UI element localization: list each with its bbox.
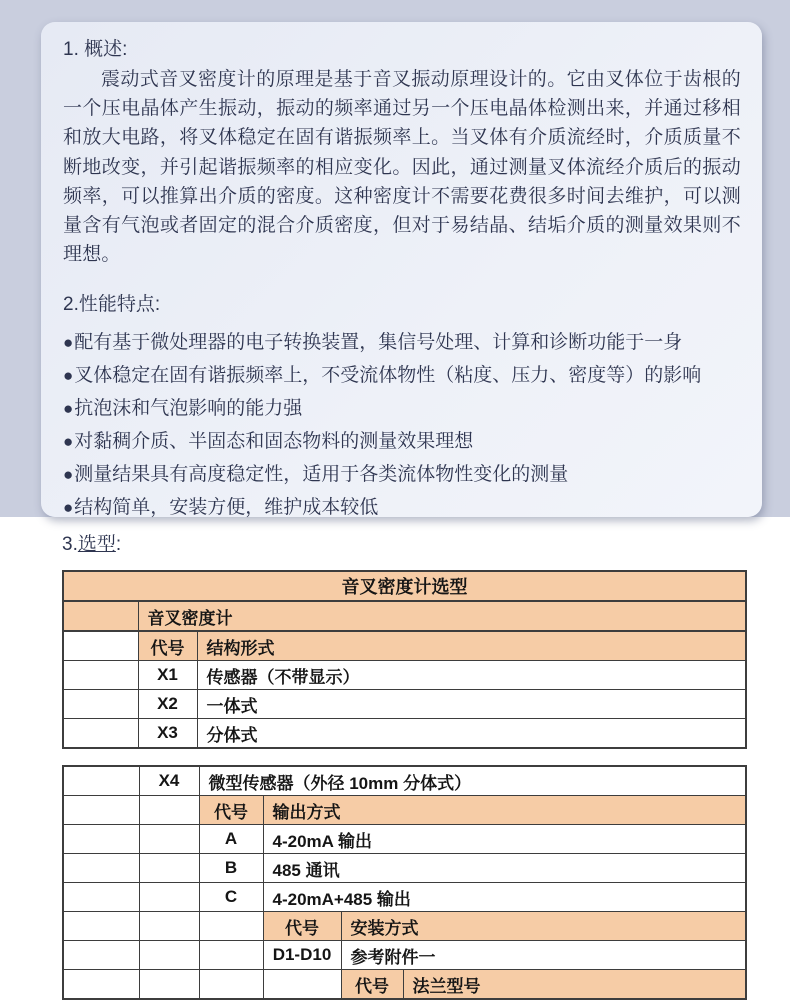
section3-colon: : bbox=[115, 534, 122, 555]
group-label-cell: 音叉密度计 bbox=[138, 601, 746, 631]
overview-paragraph: 震动式音叉密度计的原理是基于音叉振动原理设计的。它由叉体位于齿根的一个压电晶体产生振动，振动的频率通过另一个压电晶体检测出来，并通过移相和放大电路，将叉体稳定在固有谐振频率上。当叉体有介质流经时，介质质量不断地改变，并引起谐振频率的相应变化。因此，通过测量叉体流经介质后的振动频率，可以推算出介质的密度。这种密度计不需要花费很多时间去维护，可以测量含有气泡或者固定的混合介质密度，但对于易结晶、结垢介质的测量效果则不理想。 bbox=[63, 69, 741, 266]
selection-table-options bbox=[62, 765, 747, 1000]
table-row bbox=[63, 883, 746, 912]
list-item bbox=[63, 497, 741, 518]
code-cell: X3 bbox=[138, 719, 197, 749]
code-cell: C bbox=[199, 883, 263, 912]
empty-cell bbox=[63, 719, 138, 749]
empty-cell bbox=[63, 661, 138, 690]
code-cell: X1 bbox=[138, 661, 197, 690]
desc-cell: 参考附件一 bbox=[341, 941, 746, 970]
empty-cell bbox=[63, 631, 138, 661]
feature-list bbox=[63, 332, 741, 518]
bullet-icon: ● bbox=[63, 498, 74, 518]
table-row bbox=[63, 571, 746, 601]
bullet-icon: ● bbox=[63, 432, 74, 452]
table-row-partial bbox=[63, 970, 746, 1000]
selection-section bbox=[62, 529, 745, 1000]
empty-cell bbox=[139, 825, 199, 854]
code-cell: X4 bbox=[139, 766, 199, 796]
feature-text: 配有基于微处理器的电子转换装置，集信号处理、计算和诊断功能于一身 bbox=[74, 332, 683, 354]
desc-cell: 485 通讯 bbox=[263, 854, 746, 883]
desc-cell: 4-20mA 输出 bbox=[263, 825, 746, 854]
table-row bbox=[63, 661, 746, 690]
overview-card bbox=[41, 22, 762, 517]
empty-cell bbox=[63, 912, 139, 941]
code-cell: X2 bbox=[138, 690, 197, 719]
desc-cell: 微型传感器（外径 10mm 分体式） bbox=[199, 766, 746, 796]
table-row bbox=[63, 912, 746, 941]
table-row bbox=[63, 631, 746, 661]
feature-text: 测量结果具有高度稳定性，适用于各类流体物性变化的测量 bbox=[74, 464, 569, 486]
bullet-icon: ● bbox=[63, 333, 74, 353]
bullet-icon: ● bbox=[63, 399, 74, 419]
section3-label: 选型 bbox=[77, 534, 116, 555]
code-header-cell: 代号 bbox=[199, 796, 263, 825]
empty-cell bbox=[63, 883, 139, 912]
empty-cell bbox=[199, 970, 263, 1000]
bullet-icon: ● bbox=[63, 366, 74, 386]
table-row bbox=[63, 601, 746, 631]
empty-cell bbox=[63, 941, 139, 970]
feature-text: 抗泡沫和气泡影响的能力强 bbox=[74, 398, 303, 420]
bullet-icon: ● bbox=[63, 465, 74, 485]
table-row bbox=[63, 796, 746, 825]
desc-cell: 分体式 bbox=[197, 719, 746, 749]
empty-cell bbox=[63, 796, 139, 825]
empty-cell bbox=[139, 970, 199, 1000]
section3-number: 3. bbox=[62, 534, 78, 555]
table-row bbox=[63, 854, 746, 883]
table-row bbox=[63, 719, 746, 749]
desc-cell: 传感器（不带显示） bbox=[197, 661, 746, 690]
table-row bbox=[63, 690, 746, 719]
desc-cell: 一体式 bbox=[197, 690, 746, 719]
list-item bbox=[63, 464, 741, 485]
empty-cell bbox=[63, 970, 139, 1000]
code-header-cell: 代号 bbox=[263, 912, 341, 941]
empty-cell bbox=[199, 941, 263, 970]
feature-text: 叉体稳定在固有谐振频率上，不受流体物性（粘度、压力、密度等）的影响 bbox=[74, 365, 702, 387]
desc-header-cell: 安装方式 bbox=[341, 912, 746, 941]
desc-header-cell: 法兰型号 bbox=[403, 970, 746, 1000]
table-row bbox=[63, 941, 746, 970]
empty-cell bbox=[63, 601, 138, 631]
list-item bbox=[63, 365, 741, 386]
empty-cell bbox=[139, 941, 199, 970]
list-item bbox=[63, 431, 741, 452]
table-title: 音叉密度计选型 bbox=[63, 571, 746, 601]
feature-text: 对黏稠介质、半固态和固态物料的测量效果理想 bbox=[74, 431, 474, 453]
desc-header-cell: 输出方式 bbox=[263, 796, 746, 825]
section1-title: 1. 概述: bbox=[63, 39, 128, 60]
code-header-cell: 代号 bbox=[341, 970, 403, 1000]
empty-cell bbox=[199, 912, 263, 941]
empty-cell bbox=[139, 883, 199, 912]
desc-header-cell: 结构形式 bbox=[197, 631, 746, 661]
empty-cell bbox=[139, 854, 199, 883]
selection-table-structure bbox=[62, 570, 747, 749]
empty-cell bbox=[139, 912, 199, 941]
feature-text: 结构简单，安装方便，维护成本较低 bbox=[74, 497, 379, 519]
section3-title bbox=[62, 529, 745, 556]
code-cell: B bbox=[199, 854, 263, 883]
empty-cell bbox=[263, 970, 341, 1000]
empty-cell bbox=[63, 690, 138, 719]
empty-cell bbox=[63, 854, 139, 883]
code-cell: D1-D10 bbox=[263, 941, 341, 970]
table-row bbox=[63, 766, 746, 796]
list-item bbox=[63, 332, 741, 353]
empty-cell bbox=[63, 766, 139, 796]
code-header-cell: 代号 bbox=[138, 631, 197, 661]
empty-cell bbox=[139, 796, 199, 825]
desc-cell: 4-20mA+485 输出 bbox=[263, 883, 746, 912]
table-row bbox=[63, 825, 746, 854]
list-item bbox=[63, 398, 741, 419]
empty-cell bbox=[63, 825, 139, 854]
section2-title: 2.性能特点: bbox=[63, 294, 161, 316]
code-cell: A bbox=[199, 825, 263, 854]
